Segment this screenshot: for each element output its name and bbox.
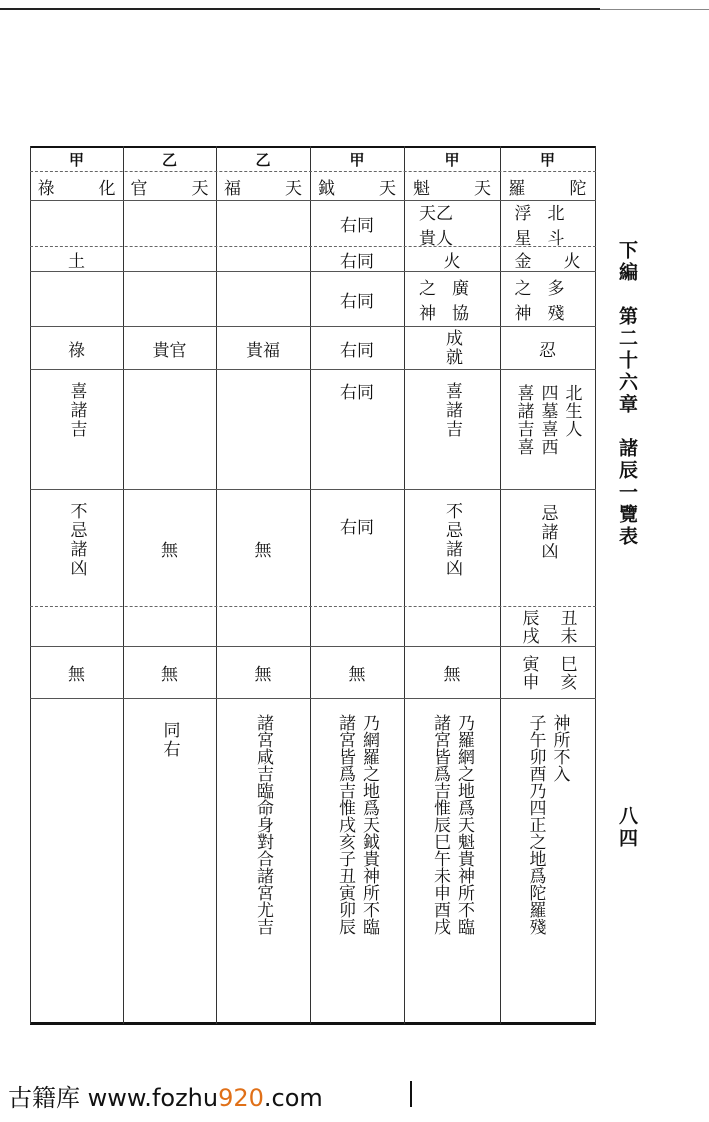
star-name-left: 福 bbox=[224, 178, 241, 199]
stem-cell: 乙 bbox=[161, 151, 177, 169]
note-cell bbox=[216, 714, 310, 1020]
xi-text: 四墓喜西 bbox=[537, 384, 558, 456]
star-name-left: 祿 bbox=[37, 178, 55, 199]
wuxing-cell bbox=[500, 247, 595, 271]
ji-cell: 右同 bbox=[340, 517, 374, 538]
star-name-right: 天 bbox=[379, 178, 396, 199]
note-text: 乃羅網之地爲天魁貴神所不臨 bbox=[454, 714, 474, 935]
xi-text: 喜諸吉 bbox=[442, 382, 462, 439]
star-name-cell bbox=[500, 172, 595, 200]
ju-cell: 貴福 bbox=[246, 340, 280, 361]
element-text: 北斗 bbox=[547, 203, 565, 249]
element-cell: 右同 bbox=[340, 216, 374, 236]
branch-text: 丑未 bbox=[556, 608, 577, 645]
star-name-left: 魁 bbox=[413, 178, 430, 199]
star-name-left: 鉞 bbox=[318, 178, 335, 199]
element-cell bbox=[404, 201, 500, 249]
top-rule-thin bbox=[600, 9, 709, 10]
ji-cell bbox=[30, 490, 123, 606]
note-cell bbox=[310, 714, 404, 1020]
ji-cell: 無 bbox=[254, 540, 272, 561]
stem-cell: 甲 bbox=[444, 151, 460, 169]
stem-cell: 甲 bbox=[349, 151, 365, 169]
ju-cell: 貴官 bbox=[152, 340, 187, 361]
ji-cell bbox=[404, 490, 500, 606]
star-name-right: 天 bbox=[285, 178, 302, 199]
xi-cell bbox=[30, 370, 123, 489]
wuxing-cell: 火 bbox=[443, 251, 461, 272]
wuxing-text: 金 bbox=[514, 251, 532, 272]
note-text: 子午卯酉乃四正之地爲陀羅殘 bbox=[525, 714, 546, 935]
wuxing-text: 火 bbox=[563, 251, 581, 272]
xi-text: 北生人 bbox=[561, 384, 582, 438]
branch-text: 辰戌 bbox=[518, 608, 539, 645]
xi-text: 喜諸吉 bbox=[66, 382, 87, 439]
none-cell: 無 bbox=[443, 665, 461, 685]
note-text: 諸宮咸吉臨命身對合諸宮尤吉 bbox=[253, 714, 273, 935]
branch-text: 巳亥 bbox=[556, 654, 577, 691]
ju-cell: 祿 bbox=[68, 340, 85, 361]
note-text: 諸宮皆爲吉惟辰巳午未申酉戌 bbox=[430, 714, 450, 935]
star-name-cell bbox=[404, 172, 500, 200]
note-text: 神所不入 bbox=[549, 714, 570, 782]
star-name-cell bbox=[310, 172, 404, 200]
ju-text: 成就 bbox=[442, 329, 462, 367]
row-line bbox=[30, 698, 596, 699]
wuxing-cell: 土 bbox=[68, 251, 85, 272]
ju-cell: 右同 bbox=[340, 340, 374, 361]
shen-text: 多殘 bbox=[547, 279, 565, 324]
shen-text: 廣協 bbox=[452, 279, 469, 324]
chapter-title: 下編 第二十六章 諸辰一覽表 bbox=[616, 240, 638, 548]
table-border-bottom bbox=[30, 1022, 596, 1025]
shen-text: 之神 bbox=[419, 279, 436, 324]
element-text: 天乙 bbox=[419, 203, 453, 224]
xi-text: 喜諸吉喜 bbox=[513, 384, 534, 456]
none-cell: 無 bbox=[161, 665, 178, 685]
stem-cell: 甲 bbox=[539, 151, 555, 169]
branch-cell bbox=[500, 647, 595, 698]
ji-text: 不忌諸凶 bbox=[442, 502, 462, 578]
stem-cell: 乙 bbox=[255, 151, 271, 169]
star-name-cell bbox=[216, 172, 310, 200]
ju-cell: 忍 bbox=[539, 340, 556, 361]
branch-cell bbox=[500, 607, 595, 646]
watermark-number: 920 bbox=[218, 1084, 264, 1112]
note-cell bbox=[404, 714, 500, 1020]
note-cell bbox=[500, 714, 595, 1020]
note-cell bbox=[123, 721, 216, 1021]
star-name-right: 化 bbox=[98, 178, 116, 199]
shen-cell bbox=[404, 272, 500, 326]
none-cell: 無 bbox=[254, 665, 272, 685]
stars-table bbox=[30, 146, 596, 1026]
note-text: 同右 bbox=[159, 721, 180, 759]
star-name-cell bbox=[30, 172, 123, 200]
ji-cell: 無 bbox=[161, 540, 178, 561]
element-text: 浮星 bbox=[514, 203, 532, 249]
element-cell bbox=[500, 201, 595, 249]
shen-cell bbox=[500, 272, 595, 326]
ji-text: 忌諸凶 bbox=[537, 504, 558, 561]
watermark bbox=[8, 1078, 323, 1113]
watermark-divider bbox=[410, 1081, 412, 1107]
star-name-right: 天 bbox=[191, 178, 209, 199]
shen-text: 之神 bbox=[514, 279, 532, 324]
watermark-suffix: .com bbox=[263, 1084, 323, 1112]
star-name-cell bbox=[123, 172, 216, 200]
none-cell: 無 bbox=[68, 665, 85, 685]
xi-cell bbox=[404, 370, 500, 489]
watermark-text: 古籍库 www.fozhu bbox=[8, 1084, 219, 1112]
stem-cell: 甲 bbox=[68, 151, 84, 169]
xi-cell bbox=[500, 370, 595, 489]
none-cell: 無 bbox=[348, 665, 366, 685]
element-text: 貴人 bbox=[419, 228, 453, 249]
branch-text: 寅申 bbox=[518, 654, 539, 691]
page-number: 八四 bbox=[616, 806, 638, 850]
star-name-right: 陀 bbox=[569, 178, 587, 199]
star-name-left: 羅 bbox=[508, 178, 526, 199]
shen-cell: 右同 bbox=[340, 291, 374, 312]
ji-cell bbox=[500, 490, 595, 606]
note-text: 諸宮皆爲吉惟戌亥子丑寅卯辰 bbox=[335, 714, 355, 935]
ju-cell bbox=[404, 327, 500, 369]
star-name-left: 官 bbox=[130, 178, 148, 199]
top-rule bbox=[0, 8, 600, 10]
column-line bbox=[595, 146, 596, 1024]
note-text: 乃網羅之地爲天鉞貴神所不臨 bbox=[359, 714, 379, 935]
ji-text: 不忌諸凶 bbox=[66, 502, 87, 578]
wuxing-cell: 右同 bbox=[340, 251, 374, 272]
xi-cell: 右同 bbox=[340, 382, 374, 403]
star-name-right: 天 bbox=[474, 178, 491, 199]
